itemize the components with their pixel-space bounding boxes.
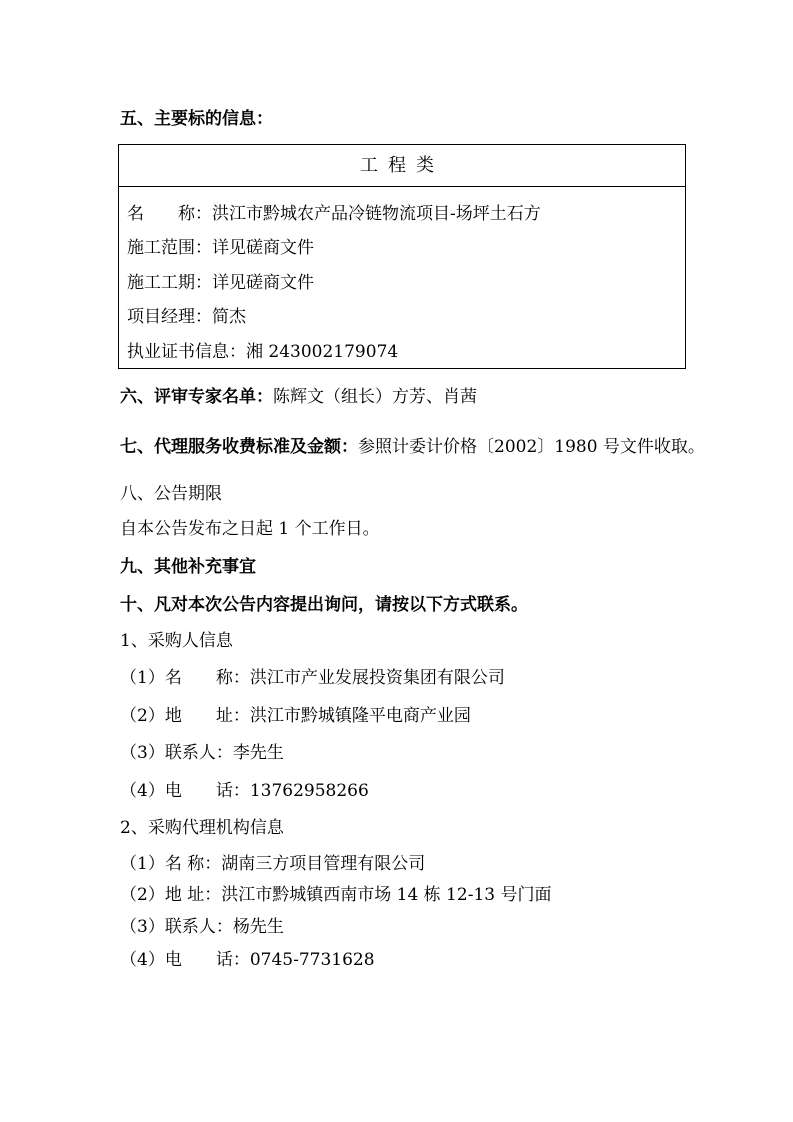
table-header: 工程类 [119,145,685,187]
table-row-value: 简杰 [212,307,246,327]
section-8-heading: 八、公告期限 [120,484,222,504]
table-row-label: 执业证书信息： [127,342,246,362]
section-5-heading: 五、主要标的信息： [120,109,273,129]
table-row-period [127,272,314,294]
section-7-heading: 七、代理服务收费标准及金额： [120,437,358,457]
table-row-value: 湘 243002179074 [246,342,399,362]
table-row-scope [127,237,314,259]
purchaser-contact: （3）联系人：李先生 [120,743,284,763]
section-6 [120,386,477,408]
table-row-value: 详见磋商文件 [212,238,314,258]
section-6-heading: 六、评审专家名单： [120,387,273,407]
agency-name: （1）名 称：湖南三方项目管理有限公司 [120,854,426,874]
purchaser-address: （2）地 址：洪江市黔城镇隆平电商产业园 [120,706,471,726]
section-10-heading: 十、凡对本次公告内容提出询问，请按以下方式联系。 [120,595,528,615]
purchaser-phone: （4）电 话：13762958266 [120,781,369,801]
table-row-label: 名 称： [127,204,212,224]
agency-title: 2、采购代理机构信息 [120,818,284,838]
table-row-certificate [127,341,398,363]
table-row-label: 施工范围： [127,238,212,258]
section-7-value: 参照计委计价格〔2002〕1980 号文件收取。 [358,437,705,457]
table-row-value: 洪江市黔城农产品冷链物流项目-场坪土石方 [212,204,541,224]
agency-address: （2）地 址：洪江市黔城镇西南市场 14 栋 12-13 号门面 [120,885,552,905]
table-row-manager [127,306,246,328]
section-8-body: 自本公告发布之日起 1 个工作日。 [120,519,380,539]
table-row-value: 详见磋商文件 [212,273,314,293]
purchaser-title: 1、采购人信息 [120,631,233,651]
purchaser-name: （1）名 称：洪江市产业发展投资集团有限公司 [120,668,505,688]
table-row-label: 施工工期： [127,273,212,293]
table-row-label: 项目经理： [127,307,212,327]
table-row-name [127,203,541,225]
section-9-heading: 九、其他补充事宜 [120,557,256,577]
agency-contact: （3）联系人：杨先生 [120,917,284,937]
bid-info-table [118,144,686,369]
section-7 [120,436,705,458]
section-6-value: 陈辉文（组长）方芳、肖茜 [273,387,477,407]
agency-phone: （4）电 话：0745-7731628 [120,950,375,970]
